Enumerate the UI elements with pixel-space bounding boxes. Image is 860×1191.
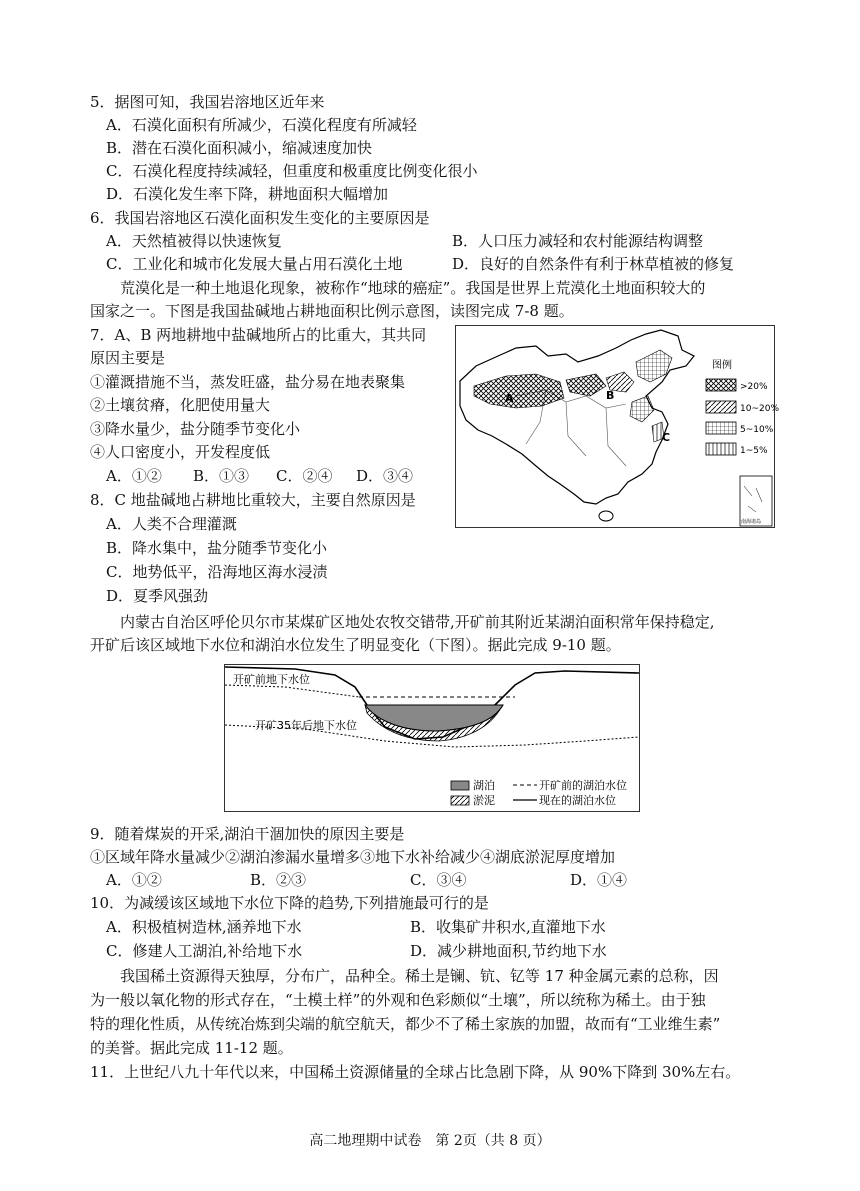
q7-statement-4: ④人口密度小，开发程度低: [90, 443, 271, 461]
legend-lake-label: 湖泊: [473, 779, 495, 792]
saline-land-map: [455, 325, 779, 528]
q7-option-b: B．①③: [193, 467, 250, 485]
q6-stem: 6．我国岩溶地区石漠化面积发生变化的主要原因是: [90, 209, 430, 227]
legend-now-level-label: 现在的湖泊水位: [539, 794, 616, 807]
pre-groundwater-line: [225, 685, 359, 697]
legend-swatch-5-10: [706, 422, 736, 434]
legend-swatch-gt20: [706, 379, 736, 391]
q8-option-c: C．地势低平，沿海地区海水浸渍: [106, 563, 328, 581]
intro-11-12-line4: 的美誉。据此完成 11-12 题。: [90, 1039, 293, 1057]
groundwater-profile-figure: [224, 664, 640, 812]
q5-option-b: B．潜在石漠化面积减小，缩减速度加快: [106, 139, 373, 157]
map-label-b: B: [606, 389, 615, 402]
q10-option-c: C．修建人工湖泊,补给地下水: [106, 942, 303, 960]
legend-swatch-1-5: [706, 443, 736, 455]
q8-option-d: D．夏季风强劲: [106, 587, 209, 605]
q5-option-d: D．石漠化发生率下降，耕地面积大幅增加: [106, 185, 389, 203]
q5-stem: 5．据图可知，我国岩溶地区近年来: [90, 93, 325, 111]
q7-statement-1: ①灌溉措施不当，蒸发旺盛，盐分易在地表聚集: [90, 373, 406, 391]
q5-option-a: A．石漠化面积有所减少，石漠化程度有所减轻: [106, 116, 417, 134]
q11-stem: 11．上世纪八九十年代以来，中国稀土资源储量的全球占比急剧下降，从 90%下降到 30%左右。: [90, 1063, 741, 1081]
q6-option-d: D．良好的自然条件有利于林草植被的修复: [452, 255, 735, 273]
q10-option-d: D．减少耕地面积,节约地下水: [410, 942, 607, 960]
q5-option-c: C．石漠化程度持续减轻，但重度和极重度比例变化很小: [106, 162, 478, 180]
q6-option-b: B．人口压力减轻和农村能源结构调整: [452, 232, 704, 250]
q10-option-b: B．收集矿井积水,直灌地下水: [410, 918, 606, 936]
legend-silt-label: 淤泥: [473, 794, 495, 807]
q7-stem-line1: 7．A、B 两地耕地中盐碱地所占的比重大，其共同: [90, 326, 427, 344]
map-legend-title: 图例: [712, 360, 732, 371]
page-footer: 高二地理期中试卷 第 2页（共 8 页）: [309, 1133, 551, 1149]
map-label-c: C: [662, 431, 671, 444]
intro-11-12-line3: 特的理化性质，从传统冶炼到尖端的航空航天，都少不了稀土家族的加盟，故而有“工业维生素”: [90, 1015, 721, 1033]
inset-label: 南海诸岛: [741, 519, 762, 525]
legend-pre-level-label: 开矿前的湖泊水位: [539, 779, 627, 792]
intro-11-12-line1: 我国稀土资源得天独厚，分布广，品种全。稀土是镧、钪、钇等 17 种金属元素的总称，因: [120, 967, 719, 985]
legend-lake-swatch: [451, 781, 469, 790]
intro-11-12-line2: 为一般以氧化物的形式存在，“土模土样”的外观和色彩颇似“土壤”，所以统称为稀土。由于独: [90, 991, 706, 1009]
q6-option-a: A．天然植被得以快速恢复: [106, 232, 282, 250]
legend-swatch-10-20: [706, 401, 736, 413]
q9-option-d: D．①④: [570, 871, 628, 889]
legend-label-10-20: 10~20%: [740, 404, 779, 414]
q7-option-c: C．②④: [276, 467, 333, 485]
q7-stem-line2: 原因主要是: [90, 349, 166, 367]
q7-statement-3: ③降水量少，盐分随季节变化小: [90, 420, 301, 438]
q9-option-c: C．③④: [410, 871, 467, 889]
q7-statement-2: ②土壤贫瘠，化肥使用量大: [90, 396, 271, 414]
q9-stem: 9．随着煤炭的开采,湖泊干涸加快的原因主要是: [90, 825, 405, 843]
intro-9-10-line1: 内蒙古自治区呼伦贝尔市某煤矿区地处农牧交错带,开矿前其附近某湖泊面积常年保持稳定,: [120, 613, 715, 631]
q7-option-d: D．③④: [356, 467, 414, 485]
intro-7-8-line1: 荒漠化是一种土地退化现象，被称作“地球的癌症”。我国是世界上荒漠化土地面积较大的: [120, 279, 706, 297]
hainan-island: [599, 511, 613, 521]
legend-label-1-5: 1~5%: [740, 446, 768, 456]
q8-stem: 8．C 地盐碱地占耕地比重较大，主要自然原因是: [90, 491, 416, 509]
q7-option-a: A．①②: [106, 467, 162, 485]
q9-statements: ①区域年降水量减少②湖泊渗漏水量增多③地下水补给减少④湖底淤泥厚度增加: [90, 848, 616, 866]
legend-label-gt20: >20%: [740, 382, 768, 392]
post-groundwater-label: 开矿35年后地下水位: [255, 719, 357, 732]
q9-option-a: A．①②: [106, 871, 162, 889]
q10-stem: 10．为减缓该区域地下水位下降的趋势,下列措施最可行的是: [90, 894, 489, 912]
legend-label-5-10: 5~10%: [740, 425, 774, 435]
q6-option-c: C．工业化和城市化发展大量占用石漠化土地: [106, 255, 403, 273]
intro-7-8-line2: 国家之一。下图是我国盐碱地占耕地面积比例示意图，读图完成 7-8 题。: [90, 302, 574, 320]
intro-9-10-line2: 开矿后该区域地下水位和湖泊水位发生了明显变化（下图）。据此完成 9-10 题。: [90, 636, 621, 654]
q8-option-a: A．人类不合理灌溉: [106, 515, 237, 533]
legend-silt-swatch: [451, 796, 469, 805]
q10-option-a: A．积极植树造林,涵养地下水: [106, 918, 302, 936]
map-label-a: A: [505, 392, 514, 405]
q8-option-b: B．降水集中，盐分随季节变化小: [106, 539, 328, 557]
q9-option-b: B．②③: [250, 871, 307, 889]
pre-groundwater-label: 开矿前地下水位: [233, 673, 310, 686]
